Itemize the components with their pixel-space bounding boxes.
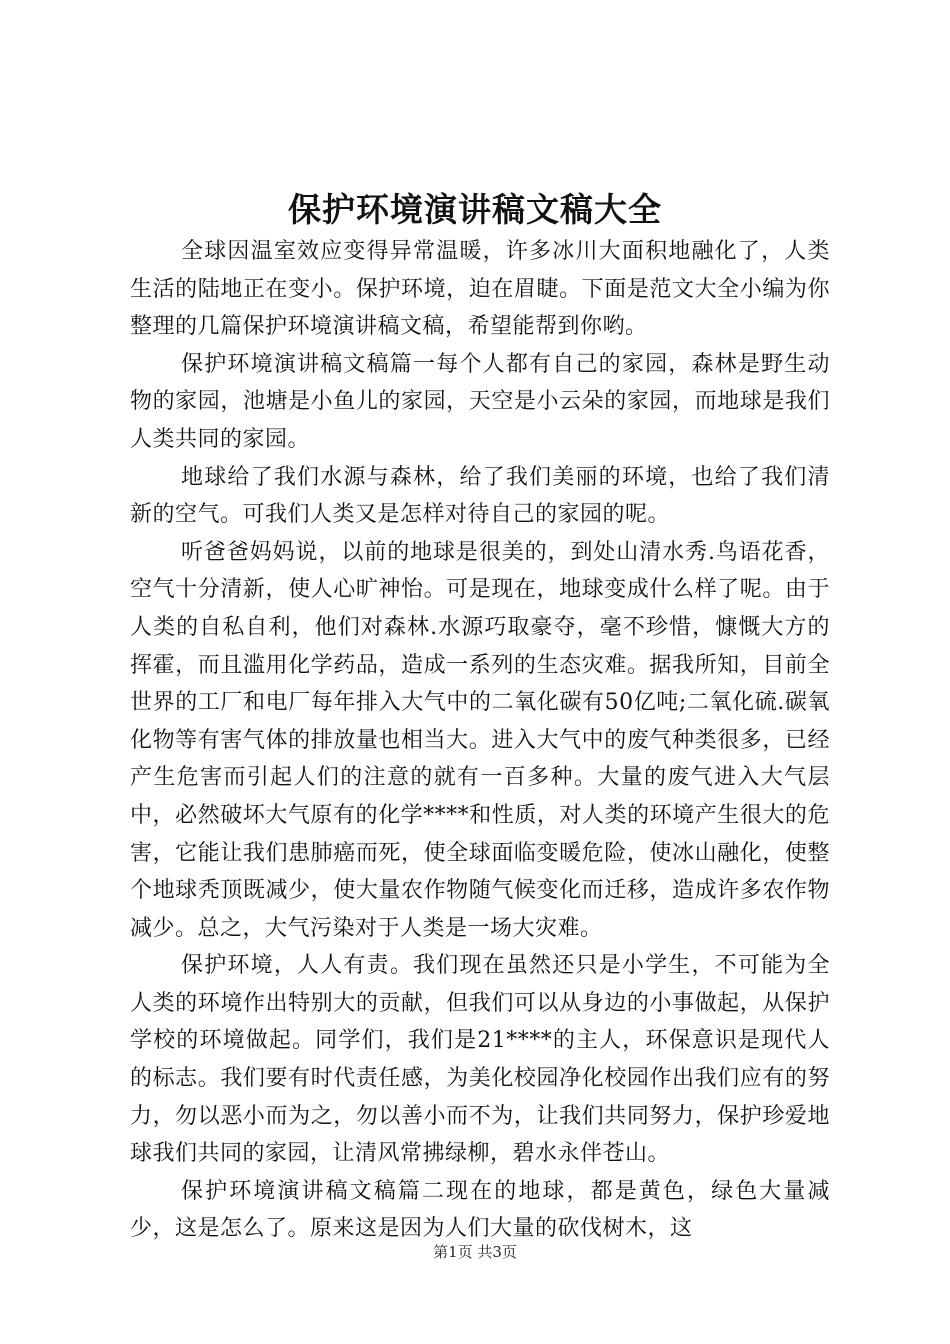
paragraph-speech-one-opening: 保护环境演讲稿文稿篇一每个人都有自己的家园，森林是野生动物的家园，池塘是小鱼儿的家园，天空是小云朵的家园，而地球是我们人类共同的家园。 (130, 351, 830, 452)
paragraph-intro: 全球因温室效应变得异常温暖，许多冰川大面积地融化了，人类生活的陆地正在变小。保护环境，迫在眉睫。下面是范文大全小编为你整理的几篇保护环境演讲稿文稿，希望能帮到你哟。 (130, 239, 830, 340)
document-title: 保护环境演讲稿文稿大全 (288, 190, 662, 229)
paragraph-earth-gifts: 地球给了我们水源与森林，给了我们美丽的环境，也给了我们清新的空气。可我们人类又是怎样对待自己的家园的呢。 (130, 464, 830, 528)
page-number-footer: 第1页 共3页 (433, 1243, 517, 1261)
document-body (130, 233, 830, 1248)
paragraph-speech-two-opening: 保护环境演讲稿文稿篇二现在的地球，都是黄色，绿色大量减少，这是怎么了。原来这是因为人们大量的砍伐树木，这 (130, 1178, 830, 1242)
paragraph-pollution: 听爸爸妈妈说，以前的地球是很美的，到处山清水秀.鸟语花香，空气十分清新，使人心旷神怡。可是现在，地球变成什么样了呢。由于人类的自私自利，他们对森林.水源巧取豪夺，毫不珍惜，慷慨大方的挥霍，而且滥用化学药品，造成一系列的生态灾难。据我所知，目前全世界的工厂和电厂每年排入大气中的二氧化碳有50亿吨;二氧化硫.碳氧化物等有害气体的排放量也相当大。进入大气中的废气种类很多，已经产生危害而引起人们的注意的就有一百多种。大量的废气进入大气层中，必然破坏大气原有的化学****和性质，对人类的环境产生很大的危害，它能让我们患肺癌而死，使全球面临变暖危险，使冰山融化，使整个地球秃顶既减少，使大量农作物随气候变化而迁移，造成许多农作物减少。总之，大气污染对于人类是一场大灾难。 (130, 539, 830, 941)
paragraph-responsibility: 保护环境，人人有责。我们现在虽然还只是小学生，不可能为全人类的环境作出特别大的贡献，但我们可以从身边的小事做起，从保护学校的环境做起。同学们，我们是21****的主人，环保意识是现代人的标志。我们要有时代责任感，为美化校园净化校园作出我们应有的努力，勿以恶小而为之，勿以善小而不为，让我们共同努力，保护珍爱地球我们共同的家园，让清风常拂绿柳，碧水永伴苍山。 (130, 953, 830, 1167)
